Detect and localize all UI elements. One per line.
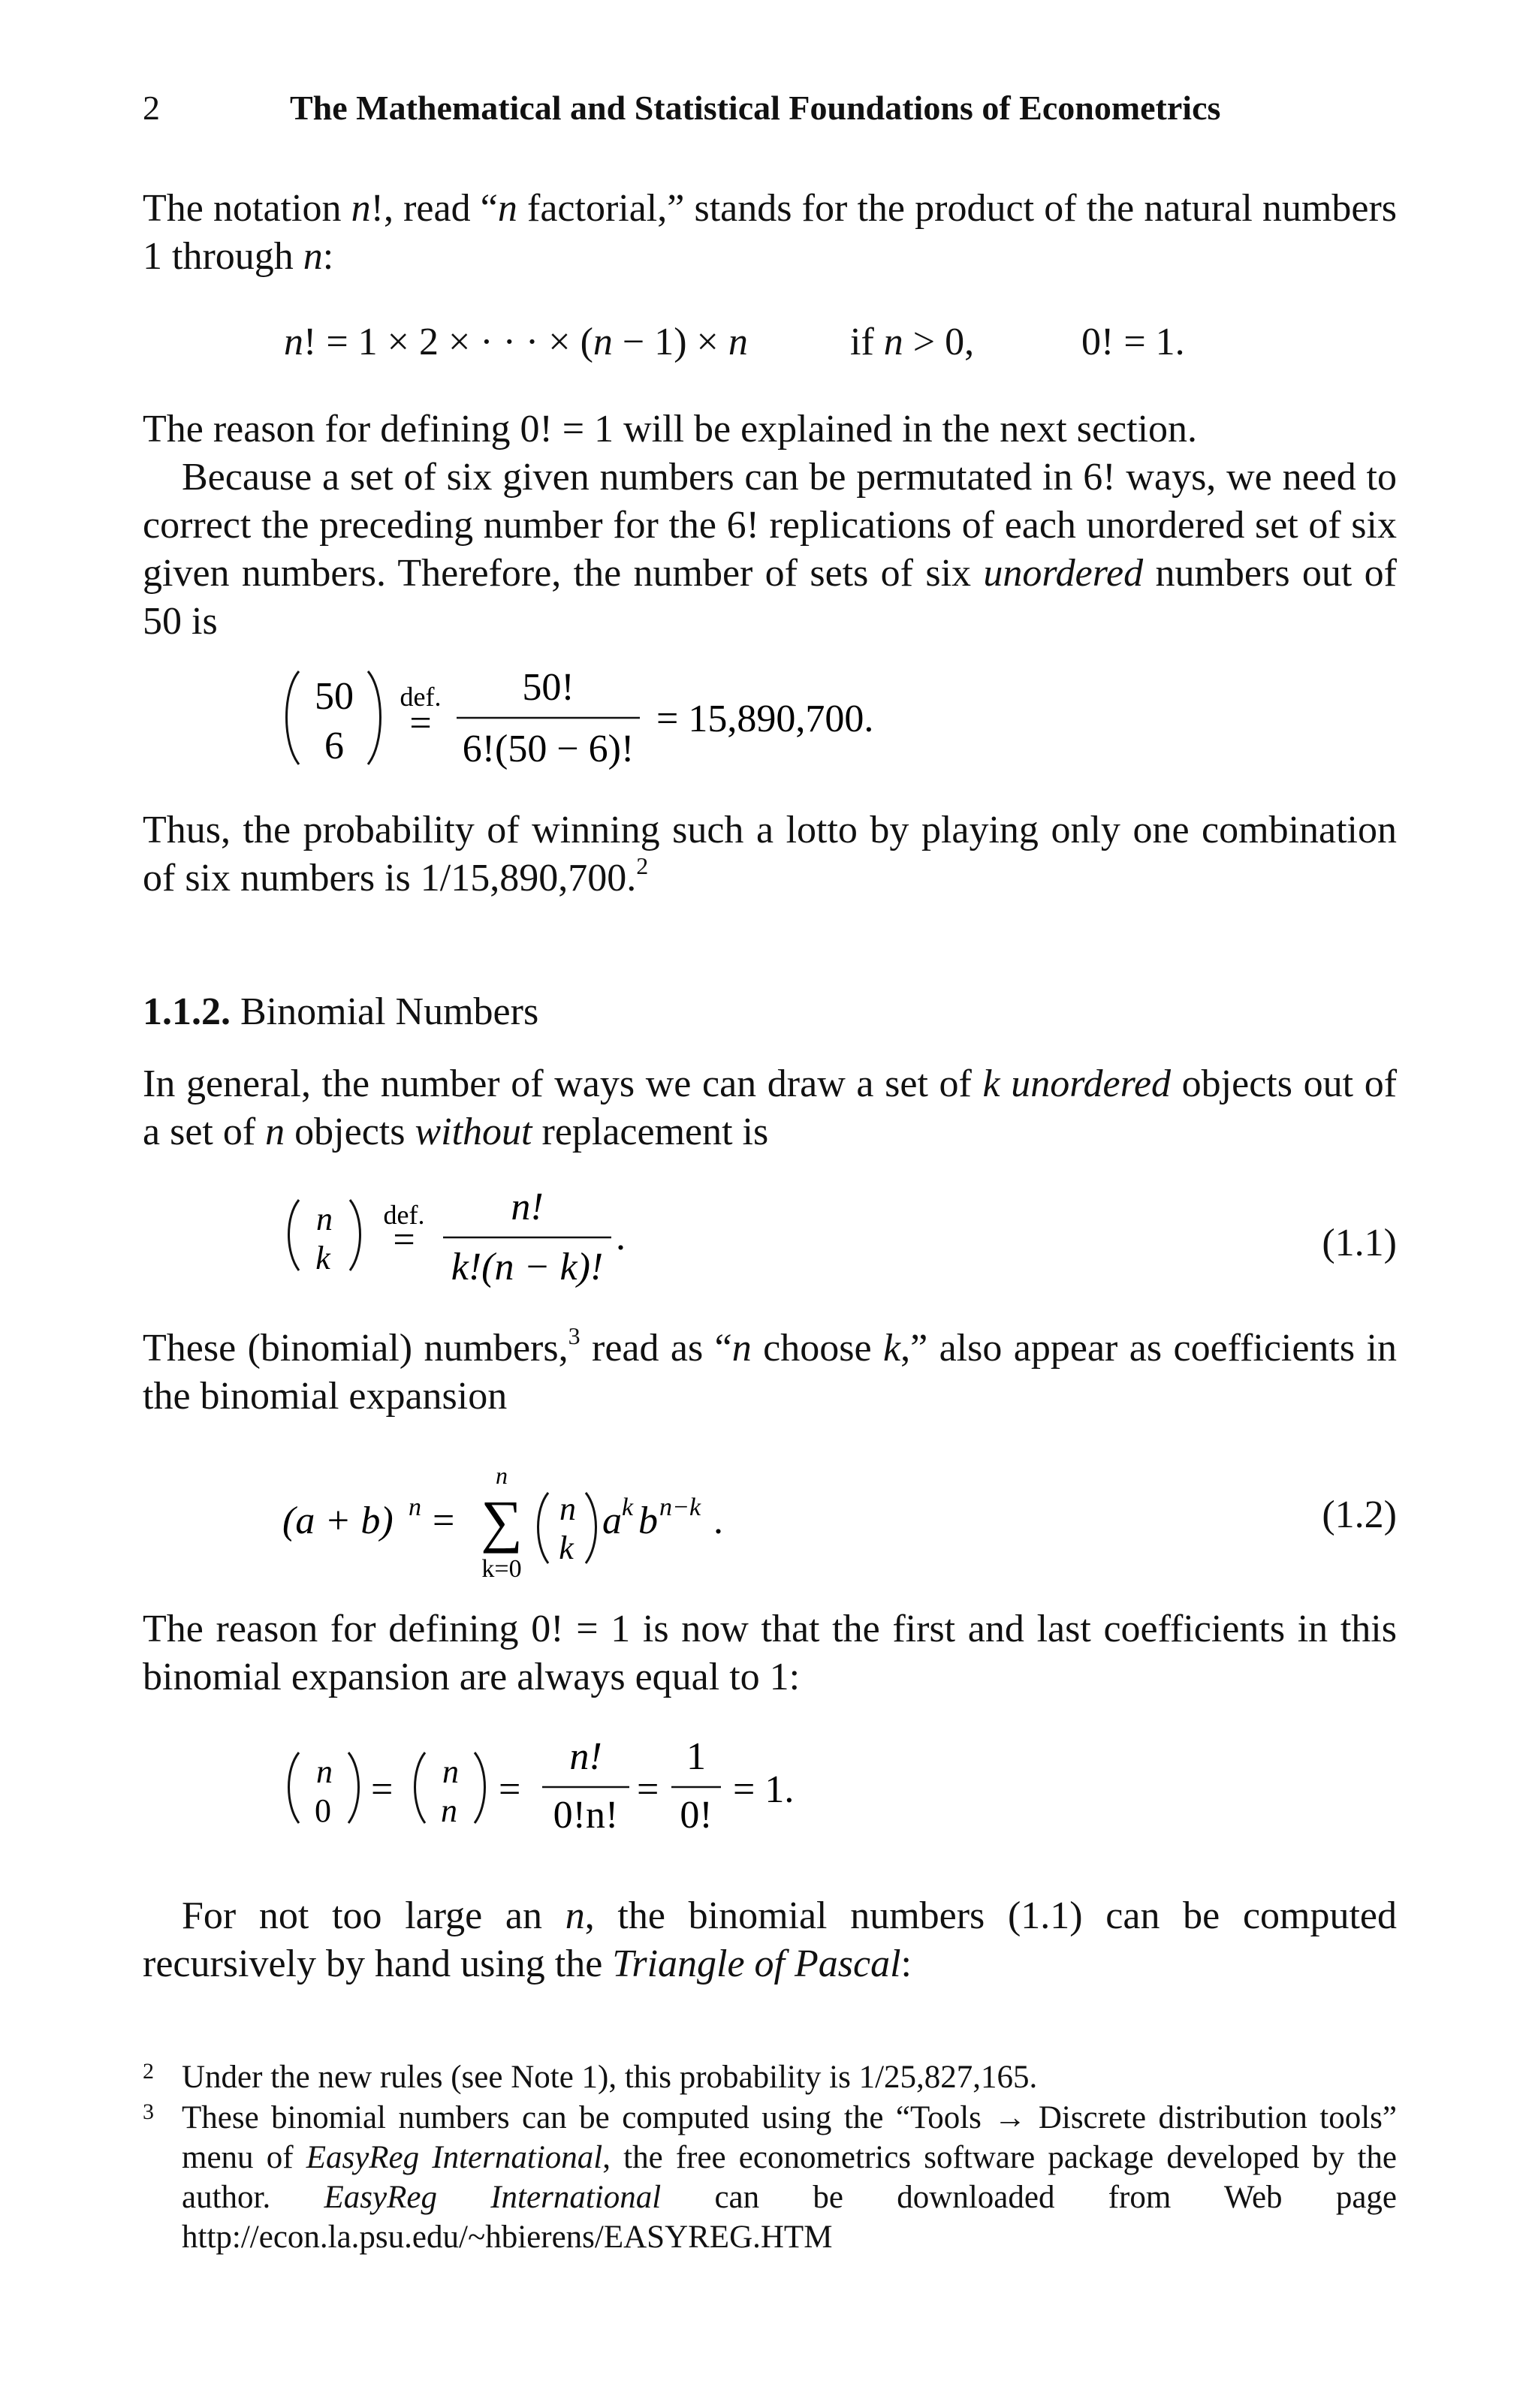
equation-number-1-1: (1.1): [1322, 1222, 1397, 1264]
edge-result: = 1.: [733, 1768, 795, 1811]
fraction2-denominator: 0!: [680, 1794, 713, 1837]
lhs-exponent: n: [409, 1493, 421, 1521]
paragraph-zero-factorial-reason: The reason for defining 0! = 1 will be explained in the next section.: [143, 408, 1198, 451]
equation-factorial: n! = 1 × 2 × · · · × (n − 1) × n: [284, 321, 748, 363]
left-paren-1: [289, 1753, 300, 1823]
sum-lower-limit: k=0: [481, 1555, 522, 1583]
sum-upper-limit: n: [496, 1462, 508, 1489]
fraction-numerator: n!: [511, 1186, 544, 1228]
fraction-numerator: 50!: [522, 666, 574, 709]
period: .: [616, 1216, 626, 1258]
equation-number-1-2: (1.2): [1322, 1493, 1397, 1536]
term-b: b: [638, 1499, 658, 1542]
equals-sign-3: =: [637, 1768, 659, 1811]
binom2-top: n: [442, 1753, 459, 1790]
binom1-top: n: [316, 1753, 333, 1790]
binom2-bottom: n: [441, 1792, 457, 1829]
binom-bottom: k: [315, 1240, 330, 1276]
section-heading: [143, 988, 1397, 1036]
page-number: 2: [143, 89, 160, 127]
fraction1-denominator: 0!n!: [553, 1794, 619, 1837]
paragraph-pascal-triangle: For not too large an n, the binomial numbers (1.1) can be computed recursively by hand using the Triangle of Pascal:: [143, 1894, 1398, 1985]
footnote-ref-3[interactable]: 3: [568, 1322, 581, 1349]
binom1-bottom: 0: [315, 1792, 331, 1829]
binom-top: n: [316, 1201, 333, 1237]
binom-bottom: 6: [324, 725, 344, 767]
paragraph-binomial-coefficients: These (binomial) numbers,$^3$ read as “n choose k,” also appear as coefficients in the binomial expansion: [143, 1322, 1397, 1418]
fraction2-numerator: 1: [686, 1735, 706, 1778]
equation-binomial-definition: [278, 1177, 668, 1290]
left-paren: [538, 1493, 549, 1563]
left-paren-2: [415, 1753, 426, 1823]
paragraph-edge-coefficients: The reason for defining 0! = 1 is now that the first and last coefficients in this binomial expansion are always equal to 1:: [143, 1608, 1397, 1698]
equals-sign-2: =: [499, 1768, 521, 1811]
paragraph-binomial-definition: In general, the number of ways we can draw a set of k unordered objects out of a set of n objects without replacement is: [143, 1062, 1398, 1153]
paragraph-factorial-intro: The notation n!, read “n factorial,” stands for the product of the natural numbers 1 through n:: [143, 187, 1398, 278]
section-title: Binomial Numbers: [240, 990, 539, 1033]
right-paren: [586, 1493, 596, 1563]
period: .: [713, 1499, 723, 1542]
footnote-2: [143, 2057, 1397, 2097]
equation-binomial-expansion: [282, 1457, 763, 1584]
right-paren: [350, 1200, 360, 1270]
binom-top: 50: [315, 675, 354, 718]
binom-top: n: [559, 1490, 576, 1527]
running-header: [143, 84, 1397, 137]
equals-sign-1: =: [371, 1768, 394, 1811]
footnote-ref-2[interactable]: 2: [636, 852, 649, 879]
fraction1-numerator: n!: [569, 1735, 602, 1778]
footnote-3: [143, 2098, 1397, 2257]
equation-lotto: [278, 661, 924, 773]
equals-sign: =: [433, 1499, 455, 1542]
equals-sign: =: [393, 1219, 415, 1261]
lotto-result: = 15,890,700.: [656, 698, 874, 740]
fraction-denominator: k!(n − k)!: [451, 1246, 604, 1288]
paragraph-lotto-probability: Thus, the probability of winning such a lotto by playing only one combination of six numbers is 1/15,890,700.$^2$: [143, 809, 1397, 900]
running-title: The Mathematical and Statistical Foundations of Econometrics: [290, 89, 1221, 127]
equals-sign: =: [409, 702, 432, 745]
left-paren: [287, 671, 300, 764]
equation-factorial-condition: if n > 0,: [850, 321, 975, 363]
paragraph-permutations: Because a set of six given numbers can be permutated in 6! ways, we need to correct the preceding number for the 6! replications of each unordered set of six given numbers. Therefore, the number of sets of six unordered numbers out of 50 is: [143, 456, 1398, 643]
binom-bottom: k: [559, 1529, 574, 1566]
footnote-text: These binomial numbers can be computed using the “Tools → Discrete distribution tools” menu of EasyReg International, the free econometrics software package developed by the author. EasyReg International can be downloaded from Web page http://econ.la.psu.edu/~hbierens/EASYREG.HTM: [182, 2100, 1397, 2255]
footnote-mark: 2: [143, 2059, 154, 2084]
term-a-exponent: k: [622, 1493, 634, 1521]
right-paren-2: [475, 1753, 485, 1823]
section-number: 1.1.2.: [143, 990, 231, 1033]
footnote-text: Under the new rules (see Note 1), this probability is 1/25,827,165.: [182, 2060, 1038, 2095]
summation-sign: ∑: [481, 1488, 523, 1554]
right-paren-1: [348, 1753, 359, 1823]
left-paren: [289, 1200, 300, 1270]
right-paren: [368, 671, 381, 764]
footnote-mark: 3: [143, 2099, 154, 2124]
fraction-denominator: 6!(50 − 6)!: [462, 728, 635, 770]
lhs: (a + b): [282, 1499, 394, 1542]
def-label: def.: [383, 1200, 425, 1230]
def-label: def.: [400, 682, 442, 712]
term-a: a: [602, 1499, 622, 1542]
equation-edge-coefficients: [278, 1727, 834, 1840]
equation-zero-factorial: 0! = 1.: [1081, 321, 1185, 363]
term-b-exponent: n−k: [659, 1493, 701, 1521]
